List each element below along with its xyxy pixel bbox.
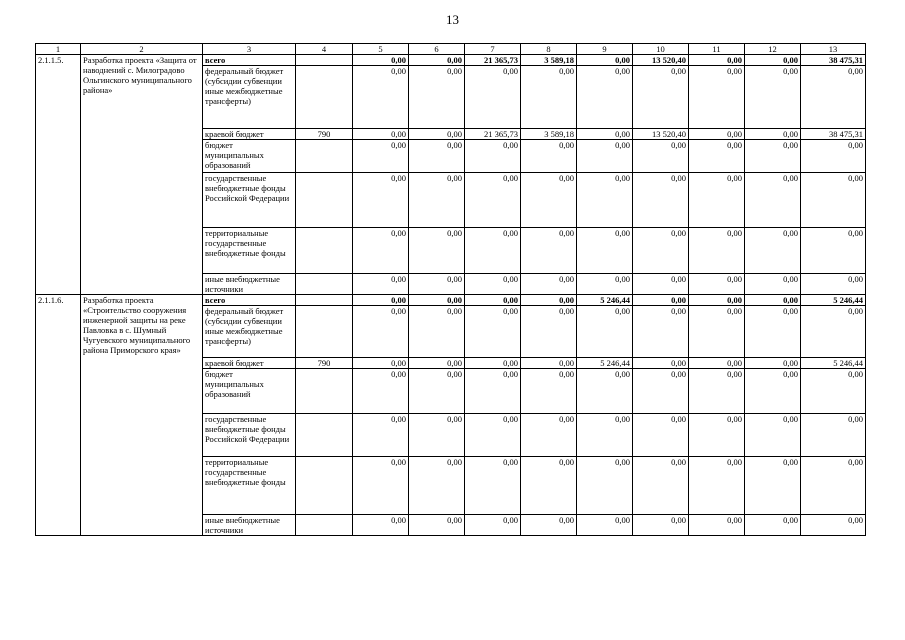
funding-source-label: краевой бюджет bbox=[203, 358, 296, 369]
header-row bbox=[36, 44, 866, 55]
page-number: 13 bbox=[446, 12, 459, 27]
grbs-code-cell bbox=[296, 173, 353, 228]
item-name: Разработка проекта «Строительство сооружения инженерной защиты на реке Павловка в с. Шумный Чугуевского муниципального района Приморского края» bbox=[81, 295, 203, 536]
funding-source-label: государственные внебюджетные фонды Российской Федерации bbox=[203, 414, 296, 457]
value-cell: 0,00 bbox=[353, 358, 409, 369]
grbs-code-cell bbox=[296, 295, 353, 306]
value-cell: 0,00 bbox=[633, 173, 689, 228]
value-cell: 0,00 bbox=[409, 66, 465, 129]
value-cell: 0,00 bbox=[689, 358, 745, 369]
value-cell: 0,00 bbox=[689, 369, 745, 414]
value-cell: 0,00 bbox=[745, 274, 801, 295]
value-cell: 0,00 bbox=[409, 173, 465, 228]
value-cell: 0,00 bbox=[745, 457, 801, 515]
value-cell: 0,00 bbox=[633, 295, 689, 306]
funding-source-label: всего bbox=[203, 295, 296, 306]
value-cell: 0,00 bbox=[633, 515, 689, 536]
value-cell: 0,00 bbox=[745, 140, 801, 173]
value-cell: 0,00 bbox=[633, 274, 689, 295]
value-cell: 0,00 bbox=[689, 295, 745, 306]
value-cell: 0,00 bbox=[521, 274, 577, 295]
funding-source-label: краевой бюджет bbox=[203, 129, 296, 140]
value-cell: 0,00 bbox=[689, 129, 745, 140]
header-cell: 9 bbox=[577, 44, 633, 55]
value-cell: 0,00 bbox=[353, 173, 409, 228]
value-cell: 0,00 bbox=[577, 55, 633, 66]
value-cell: 0,00 bbox=[465, 515, 521, 536]
value-cell: 5 246,44 bbox=[577, 295, 633, 306]
value-cell: 5 246,44 bbox=[801, 358, 866, 369]
value-cell: 0,00 bbox=[465, 306, 521, 358]
value-cell: 0,00 bbox=[353, 129, 409, 140]
grbs-code-cell bbox=[296, 369, 353, 414]
grbs-code-cell bbox=[296, 457, 353, 515]
value-cell: 0,00 bbox=[745, 129, 801, 140]
value-cell: 0,00 bbox=[353, 55, 409, 66]
value-cell: 3 589,18 bbox=[521, 129, 577, 140]
value-cell: 0,00 bbox=[577, 129, 633, 140]
value-cell: 0,00 bbox=[409, 358, 465, 369]
value-cell: 0,00 bbox=[409, 306, 465, 358]
header-cell: 10 bbox=[633, 44, 689, 55]
value-cell: 0,00 bbox=[353, 515, 409, 536]
value-cell: 0,00 bbox=[577, 66, 633, 129]
budget-table bbox=[35, 43, 866, 536]
value-cell: 0,00 bbox=[801, 140, 866, 173]
value-cell: 0,00 bbox=[409, 457, 465, 515]
value-cell: 0,00 bbox=[521, 140, 577, 173]
value-cell: 0,00 bbox=[577, 140, 633, 173]
value-cell: 0,00 bbox=[689, 140, 745, 173]
value-cell: 0,00 bbox=[801, 369, 866, 414]
value-cell: 0,00 bbox=[633, 358, 689, 369]
funding-source-label: территориальные государственные внебюджетные фонды bbox=[203, 457, 296, 515]
value-cell: 38 475,31 bbox=[801, 55, 866, 66]
item-name: Разработка проекта «Защита от наводнений с. Милоградово Ольгинского муниципального района» bbox=[81, 55, 203, 295]
value-cell: 0,00 bbox=[521, 457, 577, 515]
value-cell: 0,00 bbox=[409, 515, 465, 536]
table-row-total bbox=[36, 55, 866, 66]
value-cell: 0,00 bbox=[409, 369, 465, 414]
value-cell: 0,00 bbox=[745, 173, 801, 228]
funding-source-label: федеральный бюджет (субсидии субвенции иные межбюджетные трансферты) bbox=[203, 306, 296, 358]
value-cell: 0,00 bbox=[577, 274, 633, 295]
value-cell: 0,00 bbox=[465, 457, 521, 515]
value-cell: 21 365,73 bbox=[465, 55, 521, 66]
header-cell: 4 bbox=[296, 44, 353, 55]
value-cell: 0,00 bbox=[689, 55, 745, 66]
value-cell: 21 365,73 bbox=[465, 129, 521, 140]
value-cell: 0,00 bbox=[409, 55, 465, 66]
value-cell: 0,00 bbox=[409, 295, 465, 306]
value-cell: 0,00 bbox=[801, 306, 866, 358]
value-cell: 38 475,31 bbox=[801, 129, 866, 140]
funding-source-label: иные внебюджетные источники bbox=[203, 274, 296, 295]
value-cell: 0,00 bbox=[521, 173, 577, 228]
value-cell: 0,00 bbox=[353, 414, 409, 457]
funding-source-label: государственные внебюджетные фонды Российской Федерации bbox=[203, 173, 296, 228]
value-cell: 0,00 bbox=[521, 228, 577, 274]
value-cell: 0,00 bbox=[409, 414, 465, 457]
grbs-code-cell bbox=[296, 515, 353, 536]
value-cell: 0,00 bbox=[521, 515, 577, 536]
grbs-code-cell bbox=[296, 306, 353, 358]
item-code: 2.1.1.5. bbox=[36, 55, 81, 295]
value-cell: 0,00 bbox=[521, 306, 577, 358]
header-cell: 2 bbox=[81, 44, 203, 55]
value-cell: 0,00 bbox=[465, 228, 521, 274]
value-cell: 0,00 bbox=[633, 66, 689, 129]
value-cell: 0,00 bbox=[801, 66, 866, 129]
value-cell: 0,00 bbox=[353, 295, 409, 306]
value-cell: 0,00 bbox=[353, 228, 409, 274]
header-cell: 3 bbox=[203, 44, 296, 55]
header-cell: 11 bbox=[689, 44, 745, 55]
item-code: 2.1.1.6. bbox=[36, 295, 81, 536]
value-cell: 0,00 bbox=[745, 66, 801, 129]
value-cell: 13 520,40 bbox=[633, 55, 689, 66]
value-cell: 0,00 bbox=[353, 66, 409, 129]
header-cell: 13 bbox=[801, 44, 866, 55]
value-cell: 0,00 bbox=[745, 295, 801, 306]
value-cell: 0,00 bbox=[801, 515, 866, 536]
value-cell: 0,00 bbox=[689, 228, 745, 274]
value-cell: 0,00 bbox=[689, 515, 745, 536]
value-cell: 0,00 bbox=[633, 414, 689, 457]
value-cell: 0,00 bbox=[521, 414, 577, 457]
funding-source-label: территориальные государственные внебюджетные фонды bbox=[203, 228, 296, 274]
value-cell: 0,00 bbox=[801, 173, 866, 228]
header-cell: 1 bbox=[36, 44, 81, 55]
header-cell: 7 bbox=[465, 44, 521, 55]
value-cell: 0,00 bbox=[633, 306, 689, 358]
value-cell: 0,00 bbox=[745, 228, 801, 274]
funding-source-label: всего bbox=[203, 55, 296, 66]
value-cell: 0,00 bbox=[745, 369, 801, 414]
funding-source-label: иные внебюджетные источники bbox=[203, 515, 296, 536]
value-cell: 0,00 bbox=[465, 295, 521, 306]
header-cell: 12 bbox=[745, 44, 801, 55]
value-cell: 0,00 bbox=[521, 369, 577, 414]
funding-source-label: федеральный бюджет (субсидии субвенции иные межбюджетные трансферты) bbox=[203, 66, 296, 129]
value-cell: 0,00 bbox=[465, 358, 521, 369]
grbs-code-cell bbox=[296, 228, 353, 274]
value-cell: 0,00 bbox=[689, 173, 745, 228]
value-cell: 5 246,44 bbox=[577, 358, 633, 369]
value-cell: 0,00 bbox=[353, 140, 409, 173]
value-cell: 0,00 bbox=[577, 306, 633, 358]
value-cell: 0,00 bbox=[521, 66, 577, 129]
value-cell: 0,00 bbox=[465, 414, 521, 457]
value-cell: 0,00 bbox=[353, 274, 409, 295]
value-cell: 0,00 bbox=[577, 228, 633, 274]
value-cell: 3 589,18 bbox=[521, 55, 577, 66]
value-cell: 0,00 bbox=[409, 140, 465, 173]
value-cell: 0,00 bbox=[801, 274, 866, 295]
value-cell: 0,00 bbox=[409, 129, 465, 140]
value-cell: 0,00 bbox=[689, 414, 745, 457]
value-cell: 0,00 bbox=[689, 306, 745, 358]
value-cell: 0,00 bbox=[465, 274, 521, 295]
value-cell: 0,00 bbox=[689, 274, 745, 295]
value-cell: 0,00 bbox=[633, 140, 689, 173]
grbs-code-cell bbox=[296, 414, 353, 457]
grbs-code-cell: 790 bbox=[296, 129, 353, 140]
value-cell: 0,00 bbox=[801, 457, 866, 515]
value-cell: 0,00 bbox=[689, 66, 745, 129]
header-cell: 6 bbox=[409, 44, 465, 55]
value-cell: 0,00 bbox=[633, 228, 689, 274]
value-cell: 0,00 bbox=[521, 358, 577, 369]
grbs-code-cell bbox=[296, 66, 353, 129]
funding-source-label: бюджет муниципальных образований bbox=[203, 369, 296, 414]
value-cell: 0,00 bbox=[465, 369, 521, 414]
value-cell: 0,00 bbox=[521, 295, 577, 306]
value-cell: 0,00 bbox=[633, 369, 689, 414]
header-cell: 8 bbox=[521, 44, 577, 55]
value-cell: 5 246,44 bbox=[801, 295, 866, 306]
value-cell: 0,00 bbox=[577, 369, 633, 414]
grbs-code-cell: 790 bbox=[296, 358, 353, 369]
value-cell: 0,00 bbox=[745, 414, 801, 457]
value-cell: 0,00 bbox=[745, 515, 801, 536]
value-cell: 0,00 bbox=[745, 55, 801, 66]
value-cell: 0,00 bbox=[353, 457, 409, 515]
value-cell: 0,00 bbox=[409, 228, 465, 274]
value-cell: 0,00 bbox=[801, 228, 866, 274]
value-cell: 0,00 bbox=[689, 457, 745, 515]
value-cell: 0,00 bbox=[409, 274, 465, 295]
value-cell: 0,00 bbox=[577, 173, 633, 228]
funding-source-label: бюджет муниципальных образований bbox=[203, 140, 296, 173]
header-cell: 5 bbox=[353, 44, 409, 55]
value-cell: 0,00 bbox=[465, 140, 521, 173]
value-cell: 13 520,40 bbox=[633, 129, 689, 140]
table-row-total bbox=[36, 295, 866, 306]
value-cell: 0,00 bbox=[465, 173, 521, 228]
value-cell: 0,00 bbox=[353, 369, 409, 414]
value-cell: 0,00 bbox=[353, 306, 409, 358]
value-cell: 0,00 bbox=[577, 414, 633, 457]
grbs-code-cell bbox=[296, 55, 353, 66]
value-cell: 0,00 bbox=[465, 66, 521, 129]
value-cell: 0,00 bbox=[577, 515, 633, 536]
value-cell: 0,00 bbox=[633, 457, 689, 515]
grbs-code-cell bbox=[296, 140, 353, 173]
grbs-code-cell bbox=[296, 274, 353, 295]
value-cell: 0,00 bbox=[745, 306, 801, 358]
value-cell: 0,00 bbox=[801, 414, 866, 457]
value-cell: 0,00 bbox=[577, 457, 633, 515]
value-cell: 0,00 bbox=[745, 358, 801, 369]
